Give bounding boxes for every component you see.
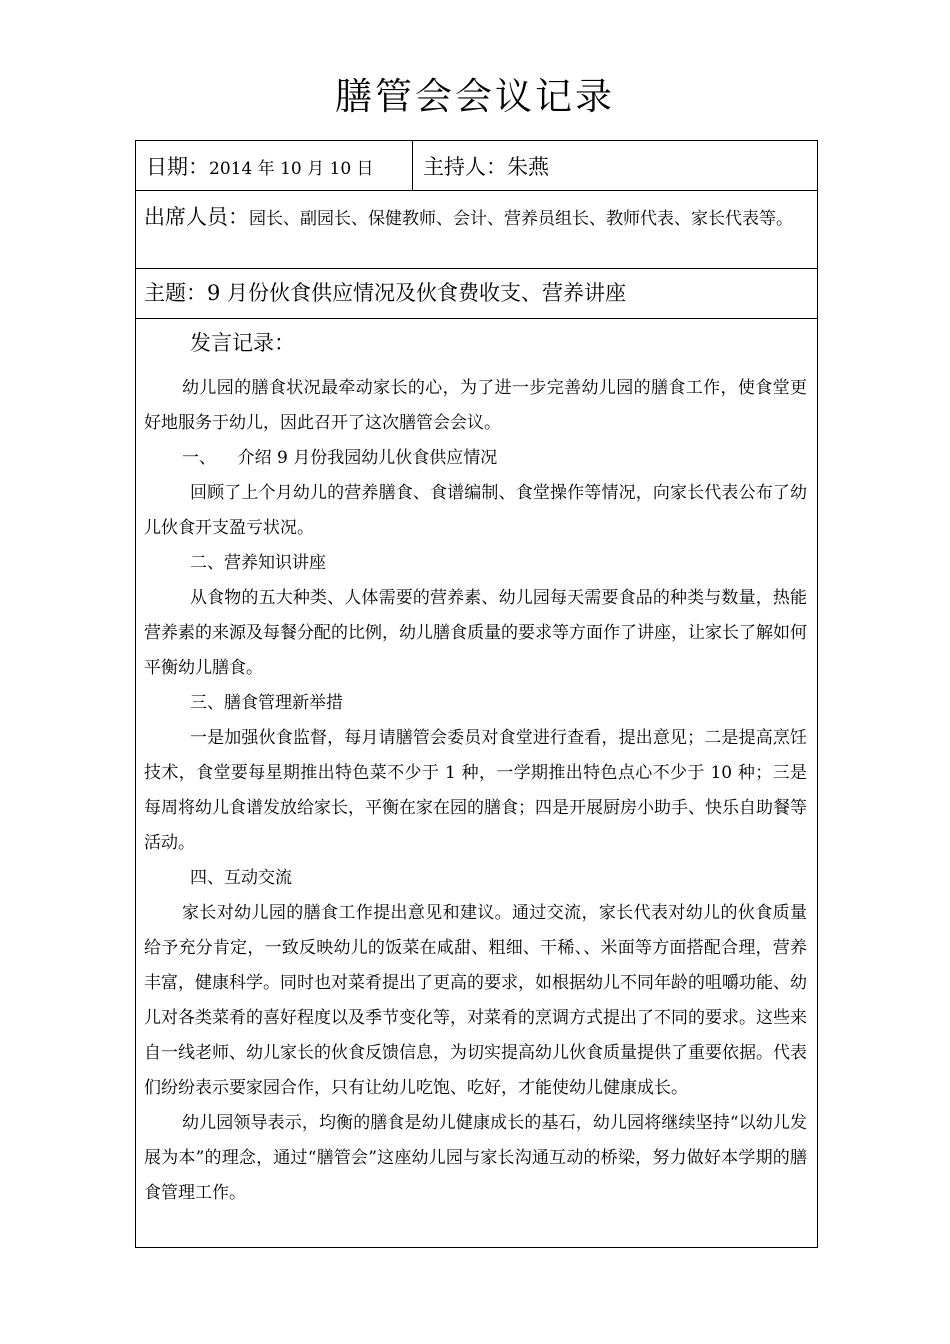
section-paragraph-1: 回顾了上个月幼儿的营养膳食、食谱编制、食堂操作等情况，向家长代表公布了幼儿伙食开支盈亏状况。 <box>144 483 807 538</box>
section-heading-1: 一、 介绍 9 月份我园幼儿伙食供应情况 <box>182 448 498 468</box>
document-title: 膳管会会议记录 <box>335 75 615 118</box>
date-label: 日期： <box>146 155 209 179</box>
attendees-row <box>136 191 817 269</box>
date-value: 2014 年 10 月 10 日 <box>209 159 374 179</box>
section-paragraph-3: 一是加强伙食监督，每月请膳管会委员对食堂进行查看，提出意见；二是提高烹饪技术，食堂要每星期推出特色菜不少于 1 种，一学期推出特色点心不少于 10 种；三是每周将幼儿食谱发放给家长，平衡在家在园的膳食；四是开展厨房小助手、快乐自助餐等活动。 <box>144 728 807 853</box>
host-value: 朱燕 <box>507 155 549 179</box>
speech-record-cell <box>136 319 817 1247</box>
speech-record-heading: 发言记录： <box>190 331 295 355</box>
date-host-row <box>136 141 817 191</box>
date-cell <box>136 141 413 190</box>
meeting-record-table <box>135 140 818 1248</box>
section-heading-2: 二、营养知识讲座 <box>190 553 326 573</box>
attendees-value: 园长、副园长、保健教师、会计、营养员组长、教师代表、家长代表等。 <box>249 209 793 229</box>
host-label: 主持人： <box>423 155 507 179</box>
closing-paragraph: 幼儿园领导表示，均衡的膳食是幼儿健康成长的基石，幼儿园将继续坚持“以幼儿发展为本”的理念，通过“膳管会”这座幼儿园与家长沟通互动的桥梁，努力做好本学期的膳食管理工作。 <box>144 1113 807 1203</box>
intro-paragraph: 幼儿园的膳食状况最牵动家长的心，为了进一步完善幼儿园的膳食工作，使食堂更好地服务于幼儿，因此召开了这次膳管会会议。 <box>144 378 807 433</box>
host-cell <box>413 141 817 190</box>
section-paragraph-2: 从食物的五大种类、人体需要的营养素、幼儿园每天需要食品的种类与数量，热能营养素的来源及每餐分配的比例，幼儿膳食质量的要求等方面作了讲座，让家长了解如何平衡幼儿膳食。 <box>144 588 807 678</box>
topic-text: 主题：9 月份伙食供应情况及伙食费收支、营养讲座 <box>144 281 627 305</box>
section-heading-3: 三、膳食管理新举措 <box>190 693 343 713</box>
section-heading-4: 四、互动交流 <box>190 868 292 888</box>
section-paragraph-4: 家长对幼儿园的膳食工作提出意见和建议。通过交流，家长代表对幼儿的伙食质量给予充分肯定，一致反映幼儿的饭菜在咸甜、粗细、干稀、、米面等方面搭配合理，营养丰富，健康科学。同时也对菜肴提出了更高的要求，如根据幼儿不同年龄的咀嚼功能、幼儿对各类菜肴的喜好程度以及季节变化等，对菜肴的烹调方式提出了不同的要求。这些来自一线老师、幼儿家长的伙食反馈信息，为切实提高幼儿伙食质量提供了重要依据。代表们纷纷表示要家园合作，只有让幼儿吃饱、吃好，才能使幼儿健康成长。 <box>144 903 807 1098</box>
topic-row <box>136 269 817 319</box>
attendees-label: 出席人员： <box>144 205 249 229</box>
